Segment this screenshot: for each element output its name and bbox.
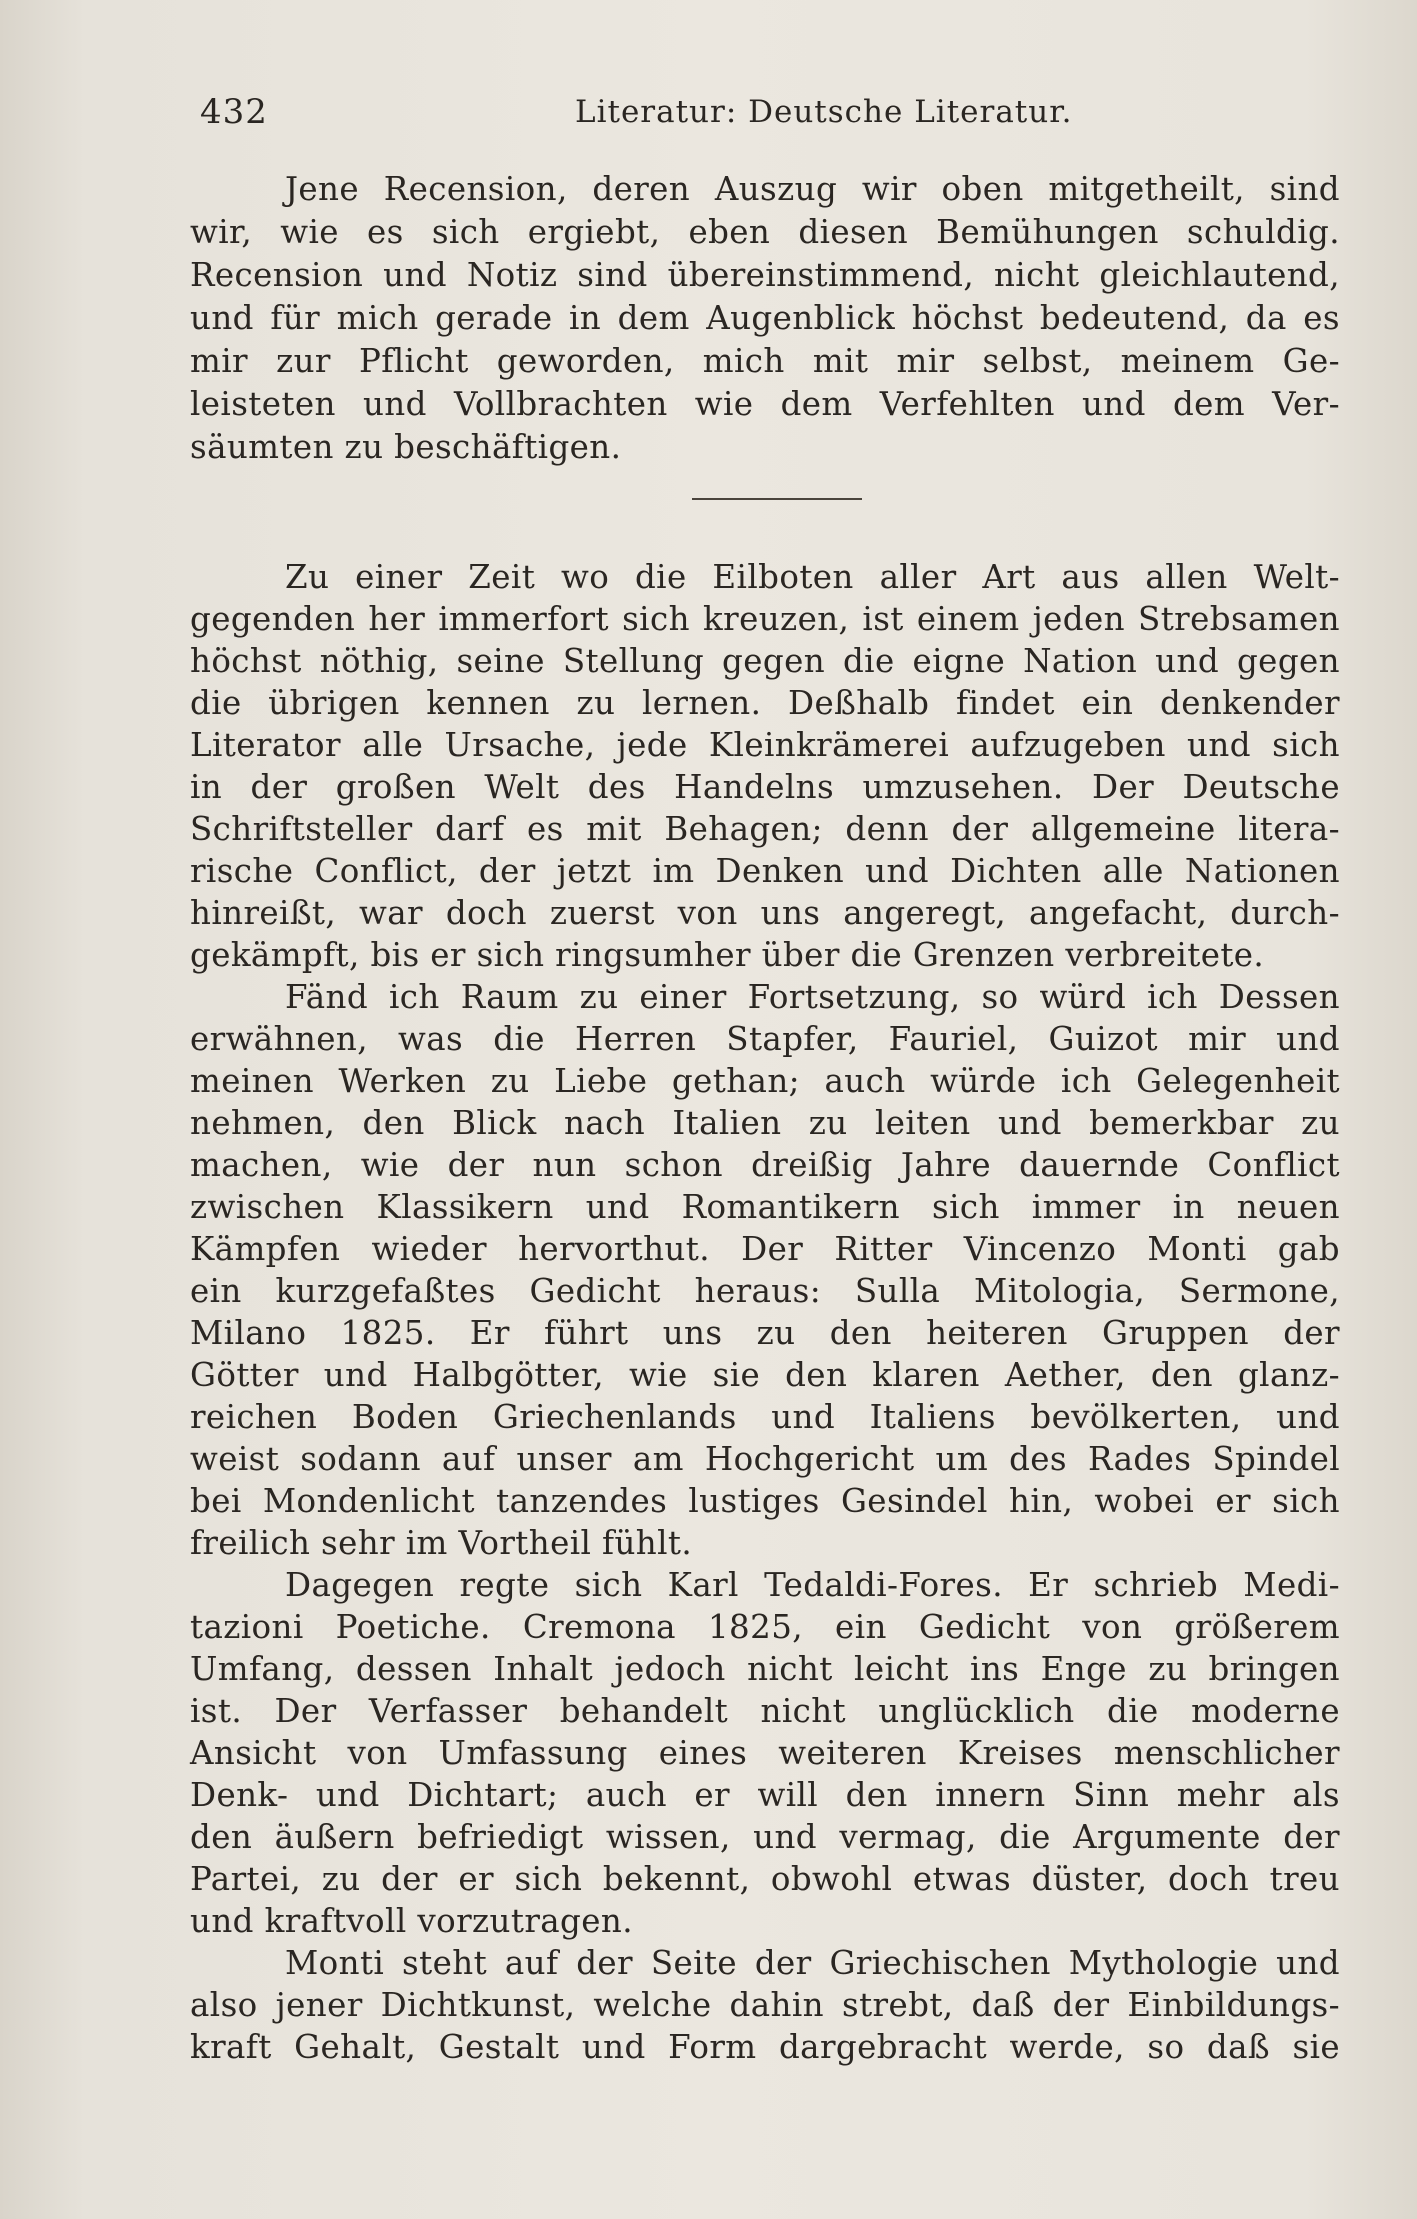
text-line: Zu einer Zeit wo die Eilboten aller Art aus allen Welt-	[285, 558, 1340, 596]
text-line: hinreißt, war doch zuerst von uns angeregt, angefacht, durch-	[190, 894, 1340, 932]
text-line: bei Mondenlicht tanzendes lustiges Gesindel hin, wobei er sich	[190, 1482, 1340, 1520]
paragraph-recension	[190, 168, 1340, 469]
text-line: freilich sehr im Vortheil fühlt.	[190, 1524, 693, 1562]
text-line: mir zur Pflicht geworden, mich mit mir selbst, meinem Ge-	[190, 342, 1340, 380]
text-line: meinen Werken zu Liebe gethan; auch würde ich Gelegenheit	[190, 1062, 1340, 1100]
text-line: Kämpfen wieder hervorthut. Der Ritter Vincenzo Monti gab	[190, 1230, 1340, 1268]
text-line: säumten zu beschäftigen.	[190, 428, 622, 466]
text-line: Schriftsteller darf es mit Behagen; denn der allgemeine litera-	[190, 810, 1340, 848]
text-line: Jene Recension, deren Auszug wir oben mitgetheilt, sind	[285, 170, 1340, 208]
text-line: wir, wie es sich ergiebt, eben diesen Bemühungen schuldig.	[190, 213, 1340, 251]
text-line: zwischen Klassikern und Romantikern sich immer in neuen	[190, 1188, 1340, 1226]
text-line: leisteten und Vollbrachten wie dem Verfehlten und dem Ver-	[190, 385, 1340, 423]
text-line: Umfang, dessen Inhalt jedoch nicht leicht ins Enge zu bringen	[190, 1650, 1340, 1688]
text-line: nehmen, den Blick nach Italien zu leiten und bemerkbar zu	[190, 1104, 1340, 1142]
paragraph-literature	[190, 556, 1340, 2068]
text-line: höchst nöthig, seine Stellung gegen die eigne Nation und gegen	[190, 642, 1340, 680]
text-line: und kraftvoll vorzutragen.	[190, 1902, 633, 1940]
text-line: weist sodann auf unser am Hochgericht um des Rades Spindel	[190, 1440, 1340, 1478]
text-line: tazioni Poetiche. Cremona 1825, ein Gedicht von größerem	[190, 1608, 1340, 1646]
running-head: Literatur: Deutsche Literatur.	[575, 94, 1073, 130]
text-line: den äußern befriedigt wissen, und vermag, die Argumente der	[190, 1818, 1340, 1856]
text-line: gegenden her immerfort sich kreuzen, ist einem jeden Strebsamen	[190, 600, 1340, 638]
text-line: Literator alle Ursache, jede Kleinkrämerei aufzugeben und sich	[190, 726, 1340, 764]
text-line: kraft Gehalt, Gestalt und Form dargebracht werde, so daß sie	[190, 2028, 1340, 2066]
text-line: also jener Dichtkunst, welche dahin strebt, daß der Einbildungs-	[190, 1986, 1340, 2024]
text-line: Götter und Halbgötter, wie sie den klaren Aether, den glanz-	[190, 1356, 1340, 1394]
text-line: Dagegen regte sich Karl Tedaldi-Fores. Er schrieb Medi-	[285, 1566, 1340, 1604]
text-line: Milano 1825. Er führt uns zu den heiteren Gruppen der	[190, 1314, 1340, 1352]
text-line: rische Conflict, der jetzt im Denken und Dichten alle Nationen	[190, 852, 1340, 890]
page-header	[200, 92, 1350, 136]
section-divider	[692, 498, 862, 500]
text-line: ist. Der Verfasser behandelt nicht unglücklich die moderne	[190, 1692, 1340, 1730]
text-line: Denk- und Dichtart; auch er will den innern Sinn mehr als	[190, 1776, 1340, 1814]
text-line: in der großen Welt des Handelns umzusehen. Der Deutsche	[190, 768, 1340, 806]
text-line: Ansicht von Umfassung eines weiteren Kreises menschlicher	[190, 1734, 1340, 1772]
text-line: die übrigen kennen zu lernen. Deßhalb findet ein denkender	[190, 684, 1340, 722]
text-line: Monti steht auf der Seite der Griechischen Mythologie und	[285, 1944, 1340, 1982]
text-line: Recension und Notiz sind übereinstimmend, nicht gleichlautend,	[190, 256, 1340, 294]
text-line: Fänd ich Raum zu einer Fortsetzung, so würd ich Dessen	[285, 978, 1340, 1016]
text-line: machen, wie der nun schon dreißig Jahre dauernde Conflict	[190, 1146, 1340, 1184]
text-line: und für mich gerade in dem Augenblick höchst bedeutend, da es	[190, 299, 1340, 337]
text-line: Partei, zu der er sich bekennt, obwohl etwas düster, doch treu	[190, 1860, 1340, 1898]
text-line: reichen Boden Griechenlands und Italiens bevölkerten, und	[190, 1398, 1340, 1436]
text-line: erwähnen, was die Herren Stapfer, Fauriel, Guizot mir und	[190, 1020, 1340, 1058]
page-number: 432	[200, 92, 268, 132]
text-line: gekämpft, bis er sich ringsumher über die Grenzen verbreitete.	[190, 936, 1265, 974]
text-line: ein kurzgefaßtes Gedicht heraus: Sulla Mitologia, Sermone,	[190, 1272, 1340, 1310]
